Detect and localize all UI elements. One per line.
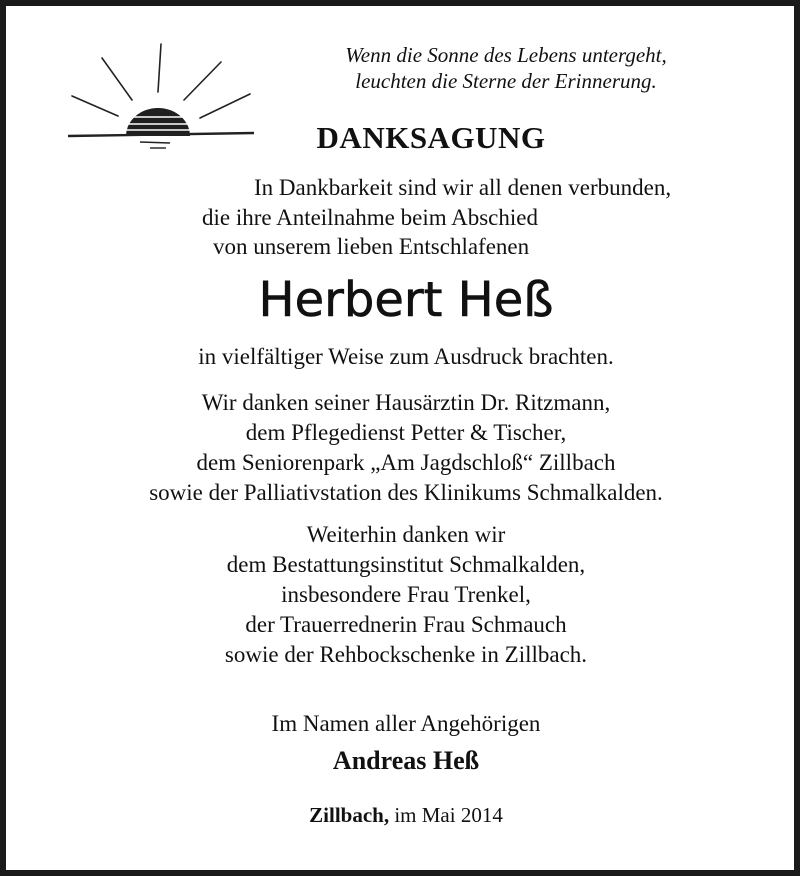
thanks-line: der Trauerrednerin Frau Schmauch [245,612,567,637]
heading: DANKSAGUNG [316,120,546,155]
thanks-line: sowie der Rehbockschenke in Zillbach. [224,642,588,667]
deceased-name-text: Herbert Heß [258,272,554,328]
intro-line: In Dankbarkeit sind wir all denen verbunden, [254,175,672,200]
date: im Mai 2014 [394,803,503,827]
deceased-name [216,270,596,330]
setting-sun-icon [66,40,256,150]
closing [6,709,800,739]
expression-text: in vielfältiger Weise zum Ausdruck brachten. [198,344,614,369]
thanks-line: Wir danken seiner Hausärztin Dr. Ritzmann, [201,390,611,415]
motto-line: leuchten die Sterne der Erinnerung. [355,69,657,93]
thanks-line: insbesondere Frau Trenkel, [281,582,531,607]
thanks-line: sowie der Palliativstation des Klinikums Schmalkalden. [149,480,663,505]
signer-name: Andreas Heß [332,746,480,775]
place-date [6,803,800,828]
thanks-line: dem Pflegedienst Petter & Tischer, [245,420,567,445]
expression-line [6,342,800,372]
thanks-line: dem Seniorenpark „Am Jagdschloß“ Zillbach [196,450,616,475]
place: Zillbach, [309,803,390,827]
motto [256,42,756,94]
thanks-line: Weiterhin danken wir [306,522,506,547]
thanks-line: dem Bestattungsinstitut Schmalkalden, [226,552,586,577]
closing-text: Im Namen aller Angehörigen [271,711,541,736]
intro-line: von unserem lieben Entschlafenen [213,234,530,259]
thanks-block-1 [6,388,800,508]
intro-line: die ihre Anteilnahme beim Abschied [202,205,538,230]
thanks-block-2 [6,520,800,670]
motto-line: Wenn die Sonne des Lebens untergeht, [345,43,667,67]
